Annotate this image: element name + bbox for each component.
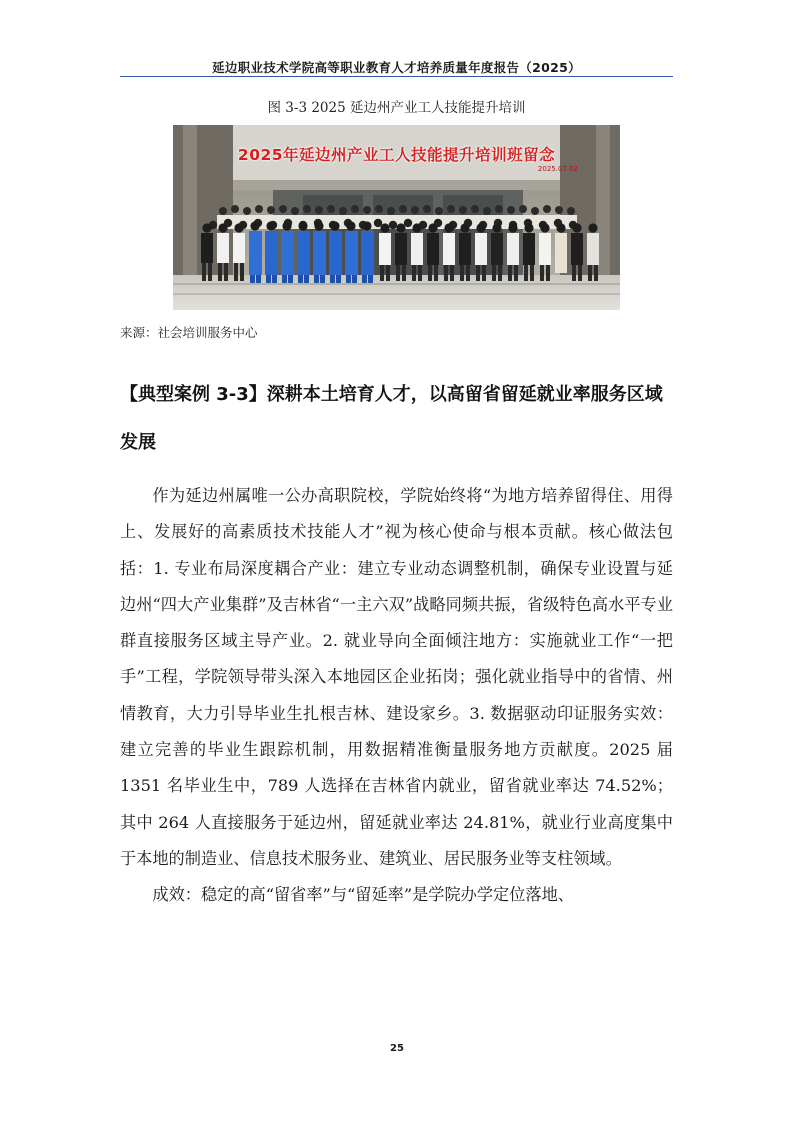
case-title: 【典型案例 3-3】深耕本土培育人才，以高留省留延就业率服务区域发展	[120, 384, 663, 453]
running-header: 延边职业技术学院高等职业教育人才培养质量年度报告（2025）	[212, 60, 581, 75]
header-rule	[120, 76, 673, 77]
figure-source: 来源：社会培训服务中心	[120, 325, 258, 340]
body-text	[120, 478, 673, 914]
group-photo	[173, 125, 620, 310]
figure-caption: 图 3-3 2025 延边州产业工人技能提升培训	[267, 100, 526, 116]
photo-date: 2025.07.02	[537, 165, 578, 173]
body-paragraph-1: 作为延边州属唯一公办高职院校，学院始终将“为地方培养留得住、用得上、发展好的高素质技术技能人才”视为核心使命与根本贡献。核心做法包括：1. 专业布局深度耦合产业：建立专业动态调整机制，确保专业设置与延边州“四大产业集群”及吉林省“一主六双”战略同频共振，省级特色高水平专业群直接服务区域主导产业。2. 就业导向全面倾注地方：实施就业工作“一把手”工程，学院领导带头深入本地园区企业拓岗；强化就业指导中的省情、州情教育，大力引导毕业生扎根吉林、建设家乡。3. 数据驱动印证服务实效：建立完善的毕业生跟踪机制，用数据精准衡量服务地方贡献度。2025 届 1351 名毕业生中，789 人选择在吉林省内就业，留省就业率达 74.52%；其中 264 人直接服务于延边州，留延就业率达 24.81%，就业行业高度集中于本地的制造业、信息技术服务业、建筑业、居民服务业等支柱领域。	[120, 486, 673, 868]
page-number: 25	[390, 1043, 404, 1054]
body-paragraph-2: 成效：稳定的高“留省率”与“留延率”是学院办学定位落地、	[152, 885, 574, 905]
photo-banner-text: 2025年延边州产业工人技能提升培训班留念	[237, 146, 556, 164]
